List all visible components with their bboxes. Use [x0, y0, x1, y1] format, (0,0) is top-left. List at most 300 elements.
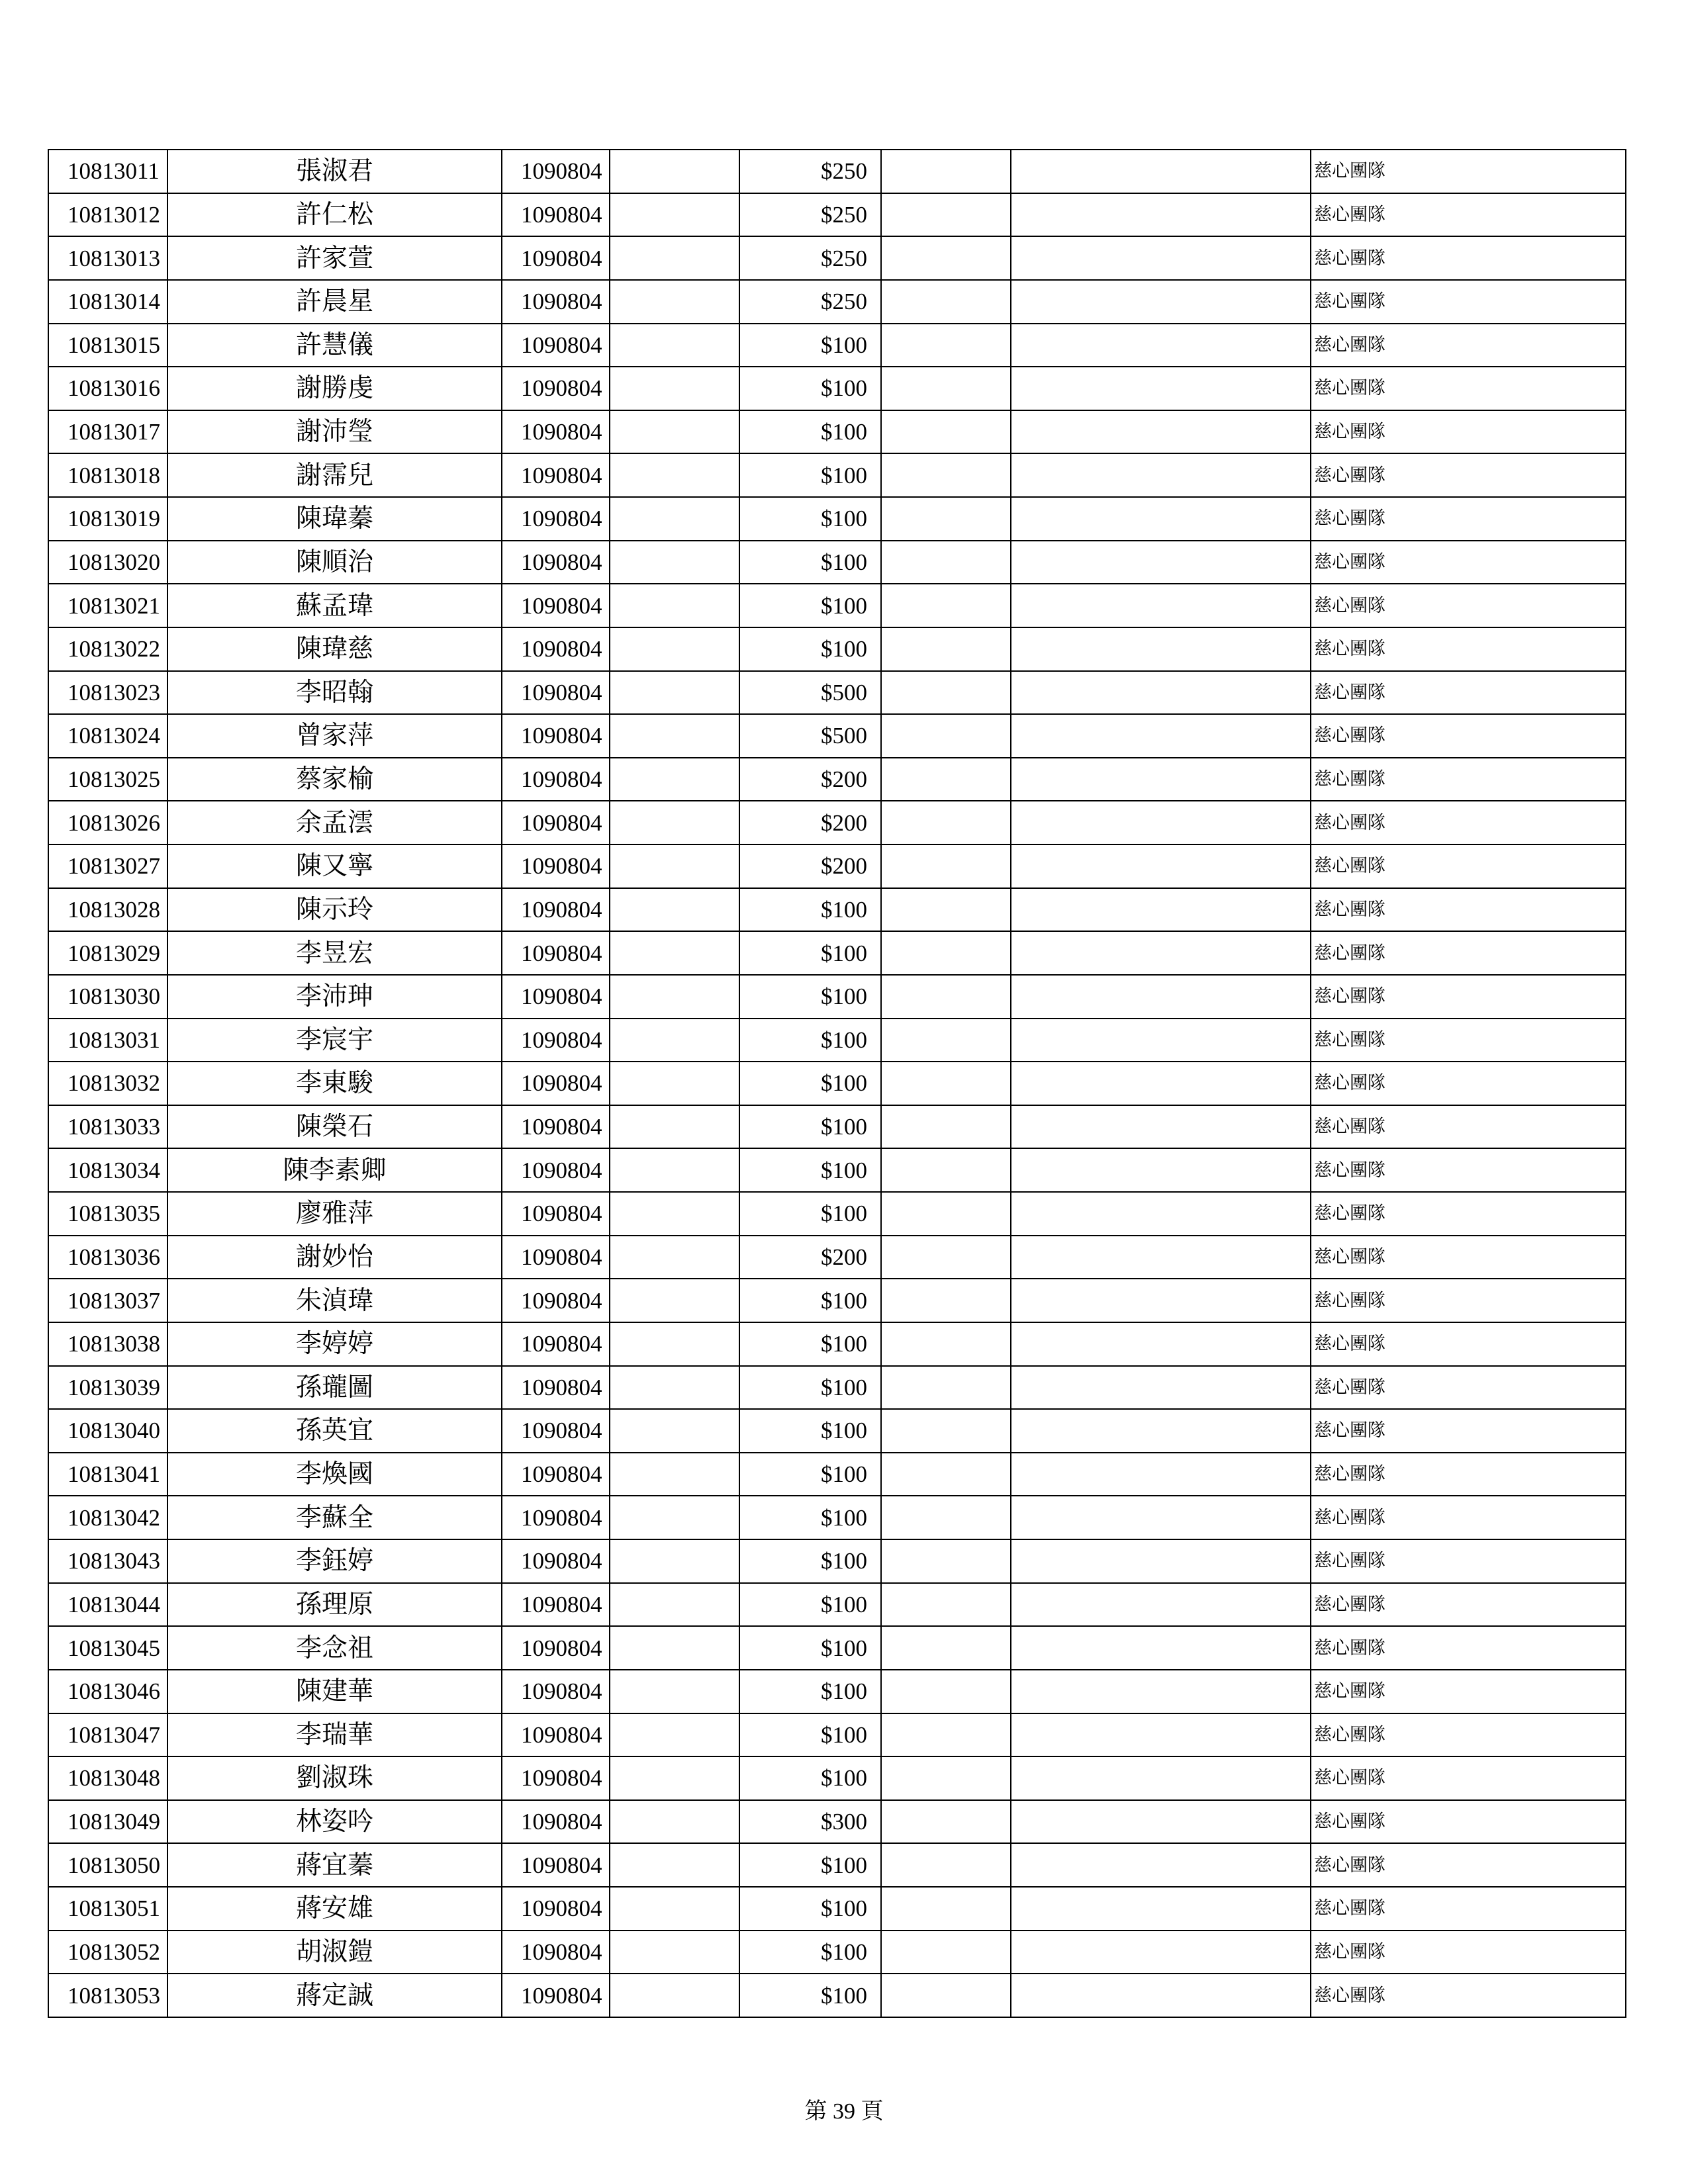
- record-id-cell: 10813041: [48, 1453, 167, 1496]
- empty-cell: [1011, 1756, 1311, 1800]
- empty-cell: [1011, 541, 1311, 584]
- empty-cell: [610, 714, 739, 758]
- date-cell: 1090804: [502, 1887, 610, 1931]
- empty-cell: [610, 1019, 739, 1062]
- record-id-cell: 10813051: [48, 1887, 167, 1931]
- donor-name-cell: 陳瑋蓁: [167, 497, 502, 541]
- record-id-cell: 10813046: [48, 1670, 167, 1713]
- empty-cell: [881, 1887, 1011, 1931]
- donor-name-cell: 蔣宜蓁: [167, 1843, 502, 1887]
- amount-cell: $250: [739, 193, 881, 237]
- empty-cell: [610, 541, 739, 584]
- team-cell: 慈心團隊: [1311, 584, 1626, 627]
- empty-cell: [881, 1409, 1011, 1453]
- empty-cell: [881, 1583, 1011, 1627]
- empty-cell: [1011, 236, 1311, 280]
- date-cell: 1090804: [502, 844, 610, 888]
- table-row: [48, 410, 1626, 454]
- empty-cell: [881, 931, 1011, 975]
- donor-name-cell: 孫理原: [167, 1583, 502, 1627]
- team-cell: 慈心團隊: [1311, 1496, 1626, 1539]
- donor-name-cell: 陳瑋慈: [167, 627, 502, 671]
- donor-name-cell: 陳示玲: [167, 888, 502, 932]
- record-id-cell: 10813028: [48, 888, 167, 932]
- empty-cell: [881, 1756, 1011, 1800]
- team-cell: 慈心團隊: [1311, 1583, 1626, 1627]
- table-row: [48, 280, 1626, 324]
- record-id-cell: 10813042: [48, 1496, 167, 1539]
- empty-cell: [881, 1322, 1011, 1366]
- donor-name-cell: 許慧儀: [167, 324, 502, 367]
- team-cell: 慈心團隊: [1311, 1670, 1626, 1713]
- team-cell: 慈心團隊: [1311, 1148, 1626, 1192]
- team-cell: 慈心團隊: [1311, 801, 1626, 844]
- table-row: [48, 1583, 1626, 1627]
- record-id-cell: 10813053: [48, 1974, 167, 2017]
- team-cell: 慈心團隊: [1311, 1539, 1626, 1583]
- table-row: [48, 975, 1626, 1019]
- date-cell: 1090804: [502, 410, 610, 454]
- empty-cell: [610, 1453, 739, 1496]
- empty-cell: [610, 367, 739, 410]
- empty-cell: [610, 975, 739, 1019]
- team-cell: 慈心團隊: [1311, 150, 1626, 193]
- empty-cell: [881, 1148, 1011, 1192]
- empty-cell: [1011, 1279, 1311, 1322]
- empty-cell: [881, 1062, 1011, 1105]
- empty-cell: [610, 801, 739, 844]
- empty-cell: [1011, 1409, 1311, 1453]
- team-cell: 慈心團隊: [1311, 1713, 1626, 1757]
- amount-cell: $100: [739, 1626, 881, 1670]
- table-row: [48, 584, 1626, 627]
- record-id-cell: 10813035: [48, 1192, 167, 1236]
- empty-cell: [881, 280, 1011, 324]
- date-cell: 1090804: [502, 453, 610, 497]
- date-cell: 1090804: [502, 1539, 610, 1583]
- table-row: [48, 1496, 1626, 1539]
- empty-cell: [610, 497, 739, 541]
- record-id-cell: 10813020: [48, 541, 167, 584]
- table-row: [48, 1322, 1626, 1366]
- empty-cell: [610, 1713, 739, 1757]
- table-row: [48, 1236, 1626, 1279]
- team-cell: 慈心團隊: [1311, 236, 1626, 280]
- amount-cell: $500: [739, 714, 881, 758]
- table-row: [48, 758, 1626, 801]
- table-row: [48, 1931, 1626, 1974]
- record-id-cell: 10813016: [48, 367, 167, 410]
- empty-cell: [881, 1626, 1011, 1670]
- table-row: [48, 1670, 1626, 1713]
- date-cell: 1090804: [502, 627, 610, 671]
- donor-name-cell: 李煥國: [167, 1453, 502, 1496]
- record-id-cell: 10813040: [48, 1409, 167, 1453]
- record-id-cell: 10813038: [48, 1322, 167, 1366]
- team-cell: 慈心團隊: [1311, 193, 1626, 237]
- empty-cell: [1011, 280, 1311, 324]
- date-cell: 1090804: [502, 801, 610, 844]
- team-cell: 慈心團隊: [1311, 1105, 1626, 1149]
- empty-cell: [610, 1105, 739, 1149]
- date-cell: 1090804: [502, 1148, 610, 1192]
- record-id-cell: 10813036: [48, 1236, 167, 1279]
- empty-cell: [610, 1931, 739, 1974]
- amount-cell: $100: [739, 1453, 881, 1496]
- table-row: [48, 1539, 1626, 1583]
- amount-cell: $100: [739, 541, 881, 584]
- empty-cell: [610, 1887, 739, 1931]
- amount-cell: $300: [739, 1800, 881, 1844]
- table-row: [48, 324, 1626, 367]
- empty-cell: [1011, 1019, 1311, 1062]
- record-id-cell: 10813039: [48, 1366, 167, 1410]
- table-row: [48, 1279, 1626, 1322]
- table-row: [48, 671, 1626, 715]
- team-cell: 慈心團隊: [1311, 975, 1626, 1019]
- empty-cell: [1011, 1062, 1311, 1105]
- empty-cell: [610, 584, 739, 627]
- empty-cell: [610, 758, 739, 801]
- record-id-cell: 10813034: [48, 1148, 167, 1192]
- empty-cell: [881, 150, 1011, 193]
- empty-cell: [610, 453, 739, 497]
- record-id-cell: 10813017: [48, 410, 167, 454]
- empty-cell: [610, 410, 739, 454]
- date-cell: 1090804: [502, 236, 610, 280]
- amount-cell: $100: [739, 1366, 881, 1410]
- table-row: [48, 801, 1626, 844]
- table-row: [48, 1713, 1626, 1757]
- empty-cell: [610, 150, 739, 193]
- donor-name-cell: 劉淑珠: [167, 1756, 502, 1800]
- record-id-cell: 10813050: [48, 1843, 167, 1887]
- donor-name-cell: 胡淑鎧: [167, 1931, 502, 1974]
- table-row: [48, 1626, 1626, 1670]
- date-cell: 1090804: [502, 193, 610, 237]
- donor-name-cell: 張淑君: [167, 150, 502, 193]
- amount-cell: $100: [739, 931, 881, 975]
- table-row: [48, 627, 1626, 671]
- amount-cell: $100: [739, 1409, 881, 1453]
- donor-name-cell: 謝沛瑩: [167, 410, 502, 454]
- empty-cell: [1011, 1148, 1311, 1192]
- amount-cell: $100: [739, 1062, 881, 1105]
- date-cell: 1090804: [502, 1366, 610, 1410]
- empty-cell: [881, 1670, 1011, 1713]
- empty-cell: [610, 1843, 739, 1887]
- date-cell: 1090804: [502, 1974, 610, 2017]
- donor-name-cell: 許仁松: [167, 193, 502, 237]
- record-id-cell: 10813047: [48, 1713, 167, 1757]
- record-id-cell: 10813033: [48, 1105, 167, 1149]
- date-cell: 1090804: [502, 1843, 610, 1887]
- empty-cell: [610, 1626, 739, 1670]
- record-id-cell: 10813043: [48, 1539, 167, 1583]
- amount-cell: $100: [739, 1192, 881, 1236]
- team-cell: 慈心團隊: [1311, 931, 1626, 975]
- team-cell: 慈心團隊: [1311, 453, 1626, 497]
- date-cell: 1090804: [502, 1931, 610, 1974]
- date-cell: 1090804: [502, 1496, 610, 1539]
- team-cell: 慈心團隊: [1311, 1019, 1626, 1062]
- empty-cell: [881, 193, 1011, 237]
- table-row: [48, 1105, 1626, 1149]
- empty-cell: [1011, 1713, 1311, 1757]
- donor-name-cell: 李宸宇: [167, 1019, 502, 1062]
- empty-cell: [881, 584, 1011, 627]
- team-cell: 慈心團隊: [1311, 541, 1626, 584]
- amount-cell: $100: [739, 1539, 881, 1583]
- amount-cell: $100: [739, 1105, 881, 1149]
- empty-cell: [1011, 1236, 1311, 1279]
- record-id-cell: 10813026: [48, 801, 167, 844]
- amount-cell: $250: [739, 280, 881, 324]
- donor-name-cell: 林姿吟: [167, 1800, 502, 1844]
- amount-cell: $100: [739, 975, 881, 1019]
- empty-cell: [1011, 844, 1311, 888]
- donor-name-cell: 許晨星: [167, 280, 502, 324]
- date-cell: 1090804: [502, 1583, 610, 1627]
- date-cell: 1090804: [502, 1062, 610, 1105]
- record-id-cell: 10813025: [48, 758, 167, 801]
- amount-cell: $100: [739, 1670, 881, 1713]
- table-row: [48, 1887, 1626, 1931]
- empty-cell: [881, 1539, 1011, 1583]
- table-row: [48, 1062, 1626, 1105]
- donor-name-cell: 李念祖: [167, 1626, 502, 1670]
- record-id-cell: 10813052: [48, 1931, 167, 1974]
- record-id-cell: 10813044: [48, 1583, 167, 1627]
- record-id-cell: 10813021: [48, 584, 167, 627]
- team-cell: 慈心團隊: [1311, 324, 1626, 367]
- table-row: [48, 497, 1626, 541]
- date-cell: 1090804: [502, 758, 610, 801]
- amount-cell: $100: [739, 1713, 881, 1757]
- empty-cell: [610, 1322, 739, 1366]
- empty-cell: [881, 1496, 1011, 1539]
- amount-cell: $200: [739, 758, 881, 801]
- empty-cell: [1011, 801, 1311, 844]
- table-row: [48, 1019, 1626, 1062]
- empty-cell: [881, 758, 1011, 801]
- empty-cell: [1011, 453, 1311, 497]
- page-number: 第 39 頁: [804, 2099, 884, 2124]
- donation-ledger-table: [48, 149, 1626, 2018]
- empty-cell: [1011, 627, 1311, 671]
- donor-name-cell: 孫瓏圖: [167, 1366, 502, 1410]
- empty-cell: [1011, 714, 1311, 758]
- date-cell: 1090804: [502, 1192, 610, 1236]
- table-row: [48, 1148, 1626, 1192]
- table-row: [48, 453, 1626, 497]
- empty-cell: [881, 1236, 1011, 1279]
- donor-name-cell: 李昭翰: [167, 671, 502, 715]
- amount-cell: $100: [739, 1019, 881, 1062]
- date-cell: 1090804: [502, 541, 610, 584]
- empty-cell: [881, 1713, 1011, 1757]
- team-cell: 慈心團隊: [1311, 1626, 1626, 1670]
- team-cell: 慈心團隊: [1311, 1453, 1626, 1496]
- date-cell: 1090804: [502, 671, 610, 715]
- date-cell: 1090804: [502, 1105, 610, 1149]
- empty-cell: [610, 1583, 739, 1627]
- empty-cell: [1011, 758, 1311, 801]
- empty-cell: [881, 1931, 1011, 1974]
- date-cell: 1090804: [502, 150, 610, 193]
- empty-cell: [610, 1756, 739, 1800]
- team-cell: 慈心團隊: [1311, 714, 1626, 758]
- date-cell: 1090804: [502, 1279, 610, 1322]
- table-row: [48, 1756, 1626, 1800]
- empty-cell: [1011, 1800, 1311, 1844]
- amount-cell: $100: [739, 627, 881, 671]
- empty-cell: [881, 1019, 1011, 1062]
- record-id-cell: 10813019: [48, 497, 167, 541]
- donor-name-cell: 許家萱: [167, 236, 502, 280]
- date-cell: 1090804: [502, 1409, 610, 1453]
- amount-cell: $100: [739, 1148, 881, 1192]
- empty-cell: [1011, 1887, 1311, 1931]
- empty-cell: [610, 1496, 739, 1539]
- empty-cell: [610, 1062, 739, 1105]
- donor-name-cell: 謝霈兒: [167, 453, 502, 497]
- record-id-cell: 10813037: [48, 1279, 167, 1322]
- empty-cell: [610, 671, 739, 715]
- table-row: [48, 1974, 1626, 2017]
- date-cell: 1090804: [502, 324, 610, 367]
- amount-cell: $200: [739, 1236, 881, 1279]
- empty-cell: [881, 1192, 1011, 1236]
- empty-cell: [1011, 888, 1311, 932]
- empty-cell: [881, 1974, 1011, 2017]
- team-cell: 慈心團隊: [1311, 1800, 1626, 1844]
- donor-name-cell: 陳建華: [167, 1670, 502, 1713]
- empty-cell: [610, 324, 739, 367]
- empty-cell: [610, 1409, 739, 1453]
- amount-cell: $250: [739, 150, 881, 193]
- team-cell: 慈心團隊: [1311, 1366, 1626, 1410]
- amount-cell: $100: [739, 1279, 881, 1322]
- table-row: [48, 236, 1626, 280]
- team-cell: 慈心團隊: [1311, 888, 1626, 932]
- donor-name-cell: 孫英宜: [167, 1409, 502, 1453]
- amount-cell: $100: [739, 1887, 881, 1931]
- empty-cell: [610, 1539, 739, 1583]
- empty-cell: [881, 453, 1011, 497]
- donor-name-cell: 陳順治: [167, 541, 502, 584]
- record-id-cell: 10813030: [48, 975, 167, 1019]
- date-cell: 1090804: [502, 1670, 610, 1713]
- donor-name-cell: 李婷婷: [167, 1322, 502, 1366]
- empty-cell: [881, 1105, 1011, 1149]
- amount-cell: $100: [739, 1322, 881, 1366]
- empty-cell: [1011, 1670, 1311, 1713]
- empty-cell: [1011, 367, 1311, 410]
- table-row: [48, 1453, 1626, 1496]
- empty-cell: [881, 714, 1011, 758]
- empty-cell: [1011, 584, 1311, 627]
- empty-cell: [881, 1279, 1011, 1322]
- empty-cell: [1011, 1974, 1311, 2017]
- table-row: [48, 541, 1626, 584]
- donor-name-cell: 李東駿: [167, 1062, 502, 1105]
- empty-cell: [1011, 1931, 1311, 1974]
- empty-cell: [610, 931, 739, 975]
- donor-name-cell: 謝勝虔: [167, 367, 502, 410]
- table-row: [48, 844, 1626, 888]
- record-id-cell: 10813049: [48, 1800, 167, 1844]
- empty-cell: [610, 1192, 739, 1236]
- amount-cell: $100: [739, 1843, 881, 1887]
- empty-cell: [610, 280, 739, 324]
- team-cell: 慈心團隊: [1311, 1062, 1626, 1105]
- empty-cell: [610, 844, 739, 888]
- empty-cell: [1011, 1496, 1311, 1539]
- empty-cell: [610, 1236, 739, 1279]
- team-cell: 慈心團隊: [1311, 758, 1626, 801]
- record-id-cell: 10813012: [48, 193, 167, 237]
- record-id-cell: 10813015: [48, 324, 167, 367]
- date-cell: 1090804: [502, 1322, 610, 1366]
- empty-cell: [881, 497, 1011, 541]
- amount-cell: $100: [739, 453, 881, 497]
- table-row: [48, 888, 1626, 932]
- donor-name-cell: 陳李素卿: [167, 1148, 502, 1192]
- table-row: [48, 193, 1626, 237]
- table-row: [48, 1366, 1626, 1410]
- empty-cell: [881, 1366, 1011, 1410]
- date-cell: 1090804: [502, 888, 610, 932]
- empty-cell: [1011, 931, 1311, 975]
- record-id-cell: 10813011: [48, 150, 167, 193]
- record-id-cell: 10813027: [48, 844, 167, 888]
- date-cell: 1090804: [502, 1756, 610, 1800]
- team-cell: 慈心團隊: [1311, 1192, 1626, 1236]
- team-cell: 慈心團隊: [1311, 1409, 1626, 1453]
- amount-cell: $100: [739, 1756, 881, 1800]
- empty-cell: [1011, 975, 1311, 1019]
- team-cell: 慈心團隊: [1311, 1931, 1626, 1974]
- empty-cell: [1011, 1843, 1311, 1887]
- empty-cell: [1011, 410, 1311, 454]
- record-id-cell: 10813014: [48, 280, 167, 324]
- table-row: [48, 367, 1626, 410]
- donor-name-cell: 李昱宏: [167, 931, 502, 975]
- empty-cell: [610, 1800, 739, 1844]
- empty-cell: [610, 888, 739, 932]
- donor-name-cell: 蘇孟瑋: [167, 584, 502, 627]
- empty-cell: [881, 671, 1011, 715]
- amount-cell: $100: [739, 584, 881, 627]
- donor-name-cell: 謝妙怡: [167, 1236, 502, 1279]
- table-row: [48, 1409, 1626, 1453]
- team-cell: 慈心團隊: [1311, 1887, 1626, 1931]
- date-cell: 1090804: [502, 1236, 610, 1279]
- table-row: [48, 714, 1626, 758]
- empty-cell: [881, 1843, 1011, 1887]
- empty-cell: [610, 1974, 739, 2017]
- donor-name-cell: 曾家萍: [167, 714, 502, 758]
- date-cell: 1090804: [502, 714, 610, 758]
- date-cell: 1090804: [502, 1019, 610, 1062]
- empty-cell: [1011, 1583, 1311, 1627]
- team-cell: 慈心團隊: [1311, 280, 1626, 324]
- empty-cell: [610, 236, 739, 280]
- empty-cell: [1011, 1539, 1311, 1583]
- donor-name-cell: 蔣定誠: [167, 1974, 502, 2017]
- date-cell: 1090804: [502, 280, 610, 324]
